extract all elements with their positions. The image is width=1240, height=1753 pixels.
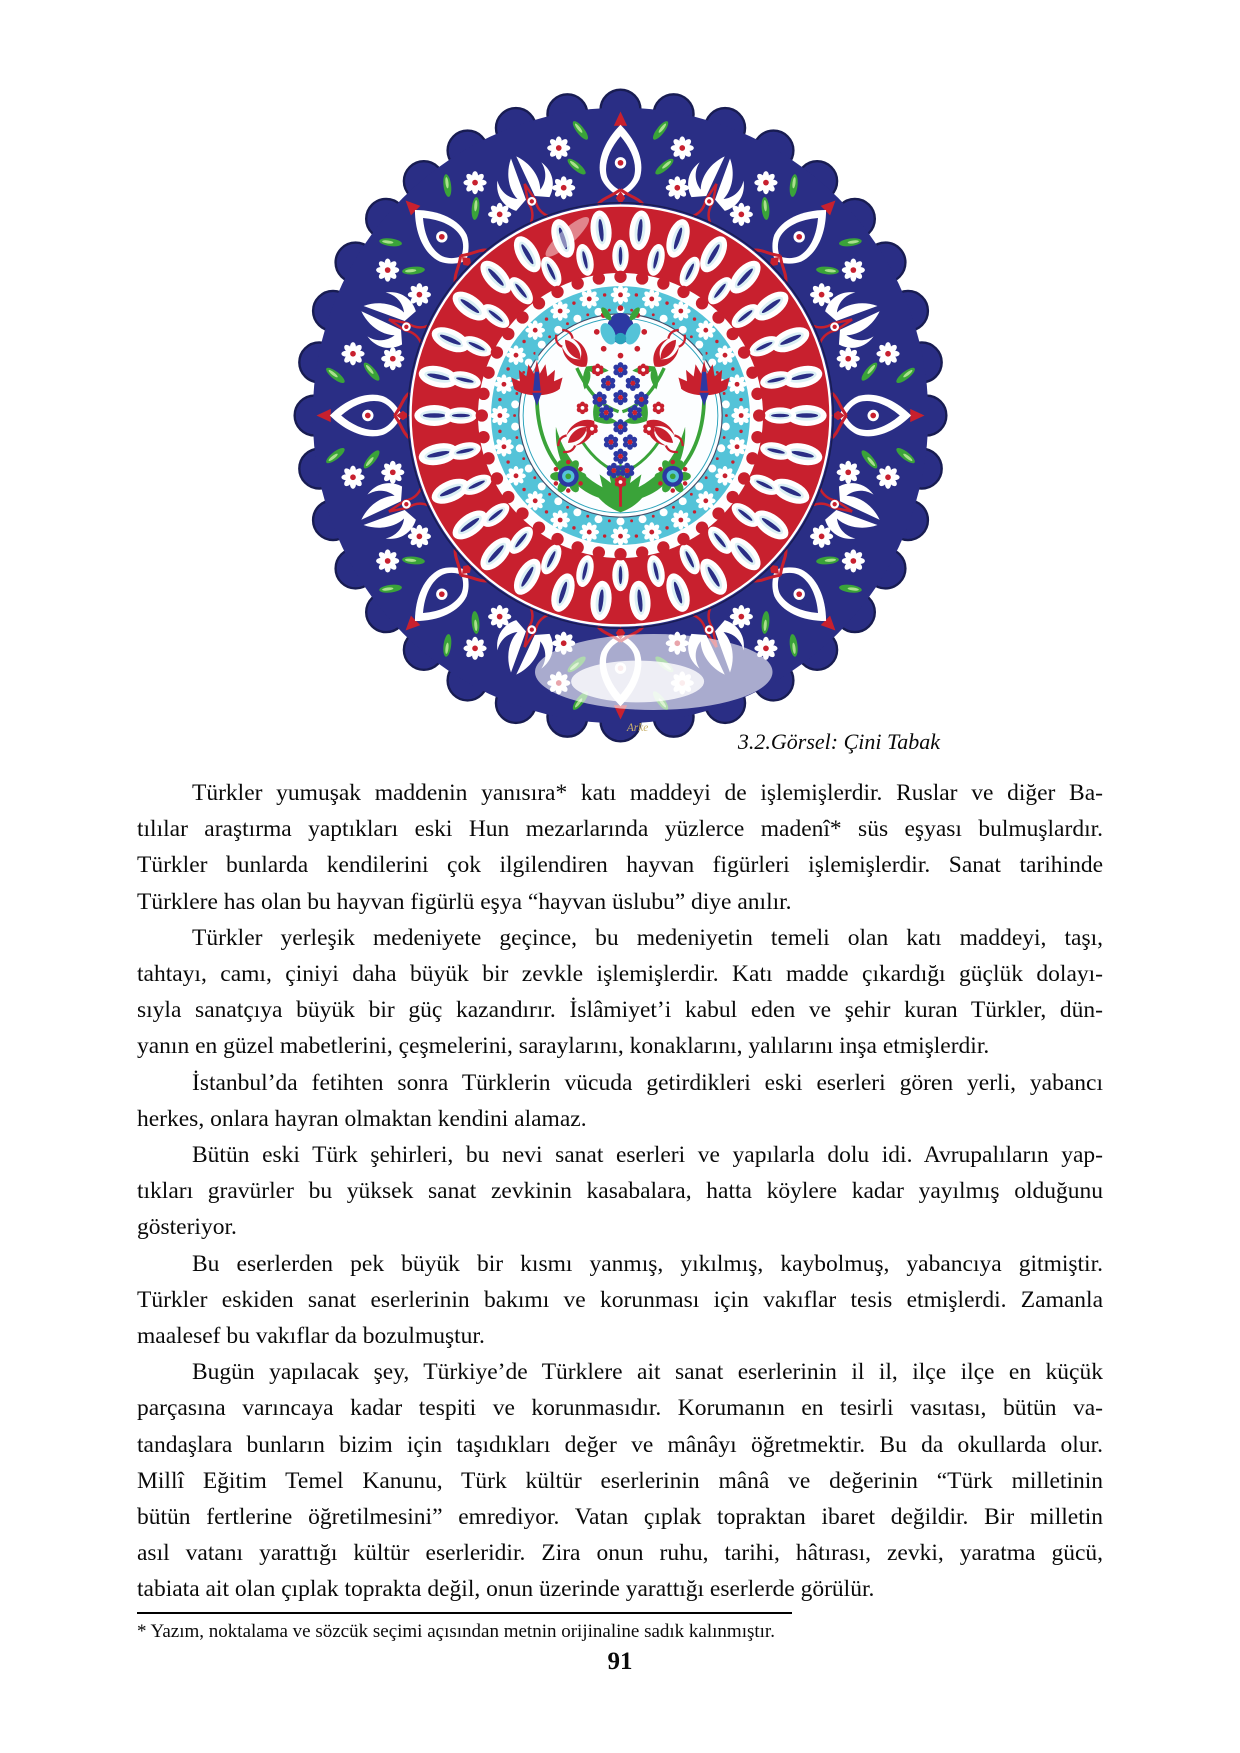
text-line: parçasına varıncaya kadar tespiti ve korunmasıdır. Korumanın en tesirli vasıtası, bütün va- xyxy=(137,1395,1103,1422)
paragraph xyxy=(137,1246,1103,1355)
paragraph xyxy=(137,920,1103,1065)
text-line: yanın en güzel mabetlerini, çeşmelerini, saraylarını, konaklarını, yalılarını inşa etmişlerdir. xyxy=(137,1033,990,1060)
body-text xyxy=(137,775,1103,1608)
text-line: sıyla sanatçıya büyük bir güç kazandırır. İslâmiyet’i kabul eden ve şehir kuran Türkler, dün- xyxy=(137,997,1103,1024)
paragraph xyxy=(137,1137,1103,1246)
page-number: 91 xyxy=(607,1648,633,1675)
plate-signature: Arke xyxy=(626,721,649,734)
text-line: tahtayı, camı, çiniyi daha büyük bir zevkle işlemişlerdir. Katı madde çıkardığı güçlük dolayı- xyxy=(137,961,1103,988)
footnote-divider xyxy=(137,1612,792,1614)
footnote: * Yazım, noktalama ve sözcük seçimi açısından metnin orijinaline sadık kalınmıştır. xyxy=(137,1621,775,1642)
paragraph xyxy=(137,775,1103,920)
figure-caption: 3.2.Görsel: Çini Tabak xyxy=(737,729,940,754)
text-line: herkes, onlara hayran olmaktan kendini alamaz. xyxy=(137,1105,587,1132)
text-line: asıl vatanı yarattığı kültür eserleridir. Zira onun ruhu, tarihi, hâtırası, zevki, yaratma gücü, xyxy=(137,1540,1103,1567)
text-line: Türklere has olan bu hayvan figürlü eşya “hayvan üslubu” diye anılır. xyxy=(137,888,792,915)
text-line: Bütün eski Türk şehirleri, bu nevi sanat eserleri ve yapılarla dolu idi. Avrupalıların yap- xyxy=(192,1142,1103,1169)
text-line: maalesef bu vakıflar da bozulmuştur. xyxy=(137,1323,485,1350)
cini-tabak-plate-image xyxy=(288,83,953,748)
paragraph xyxy=(137,1354,1103,1607)
text-line: Türkler bunlarda kendilerini çok ilgilendiren hayvan figürleri işlemişlerdir. Sanat tarihinde xyxy=(137,852,1103,879)
text-line: İstanbul’da fetihten sonra Türklerin vücuda getirdikleri eski eserleri gören yerli, yabancı xyxy=(192,1069,1103,1096)
text-line: tılılar araştırma yaptıkları eski Hun mezarlarında yüzlerce madenî* süs eşyası bulmuşlardır. xyxy=(137,816,1103,843)
text-line: Türkler eskiden sanat eserlerinin bakımı ve korunması için vakıflar tesis etmişlerdi. Zamanla xyxy=(137,1286,1103,1313)
text-line: gösteriyor. xyxy=(137,1214,237,1241)
text-line: Bugün yapılacak şey, Türkiye’de Türklere ait sanat eserlerinin il il, ilçe ilçe en küçük xyxy=(192,1359,1103,1386)
text-line: Türkler yerleşik medeniyete geçince, bu medeniyetin temeli olan katı maddeyi, taşı, xyxy=(192,924,1103,951)
plate-figure xyxy=(288,83,953,748)
text-line: Millî Eğitim Temel Kanunu, Türk kültür eserlerinin mânâ ve değerinin “Türk milletinin xyxy=(137,1467,1103,1494)
text-line: tıkları gravürler bu yüksek sanat zevkinin kasabalara, hatta köylere kadar yayılmış olduğunu xyxy=(137,1178,1103,1205)
text-line: tabiata ait olan çıplak toprakta değil, onun üzerinde yarattığı eserlerde görülür. xyxy=(137,1576,875,1603)
text-line: Türkler yumuşak maddenin yanısıra* katı maddeyi de işlemişlerdir. Ruslar ve diğer Ba- xyxy=(192,780,1103,806)
text-line: bütün fertlerine öğretilmesini” emrediyor. Vatan çıplak topraktan ibaret değildir. Bir milletin xyxy=(137,1504,1103,1531)
text-line: tandaşlara bunların bizim için taşıdıkları değer ve mânâyı öğretmektir. Bu da okullarda olur. xyxy=(137,1431,1103,1458)
paragraph xyxy=(137,1065,1103,1137)
text-line: Bu eserlerden pek büyük bir kısmı yanmış, yıkılmış, kaybolmuş, yabancıya gitmiştir. xyxy=(192,1250,1103,1277)
